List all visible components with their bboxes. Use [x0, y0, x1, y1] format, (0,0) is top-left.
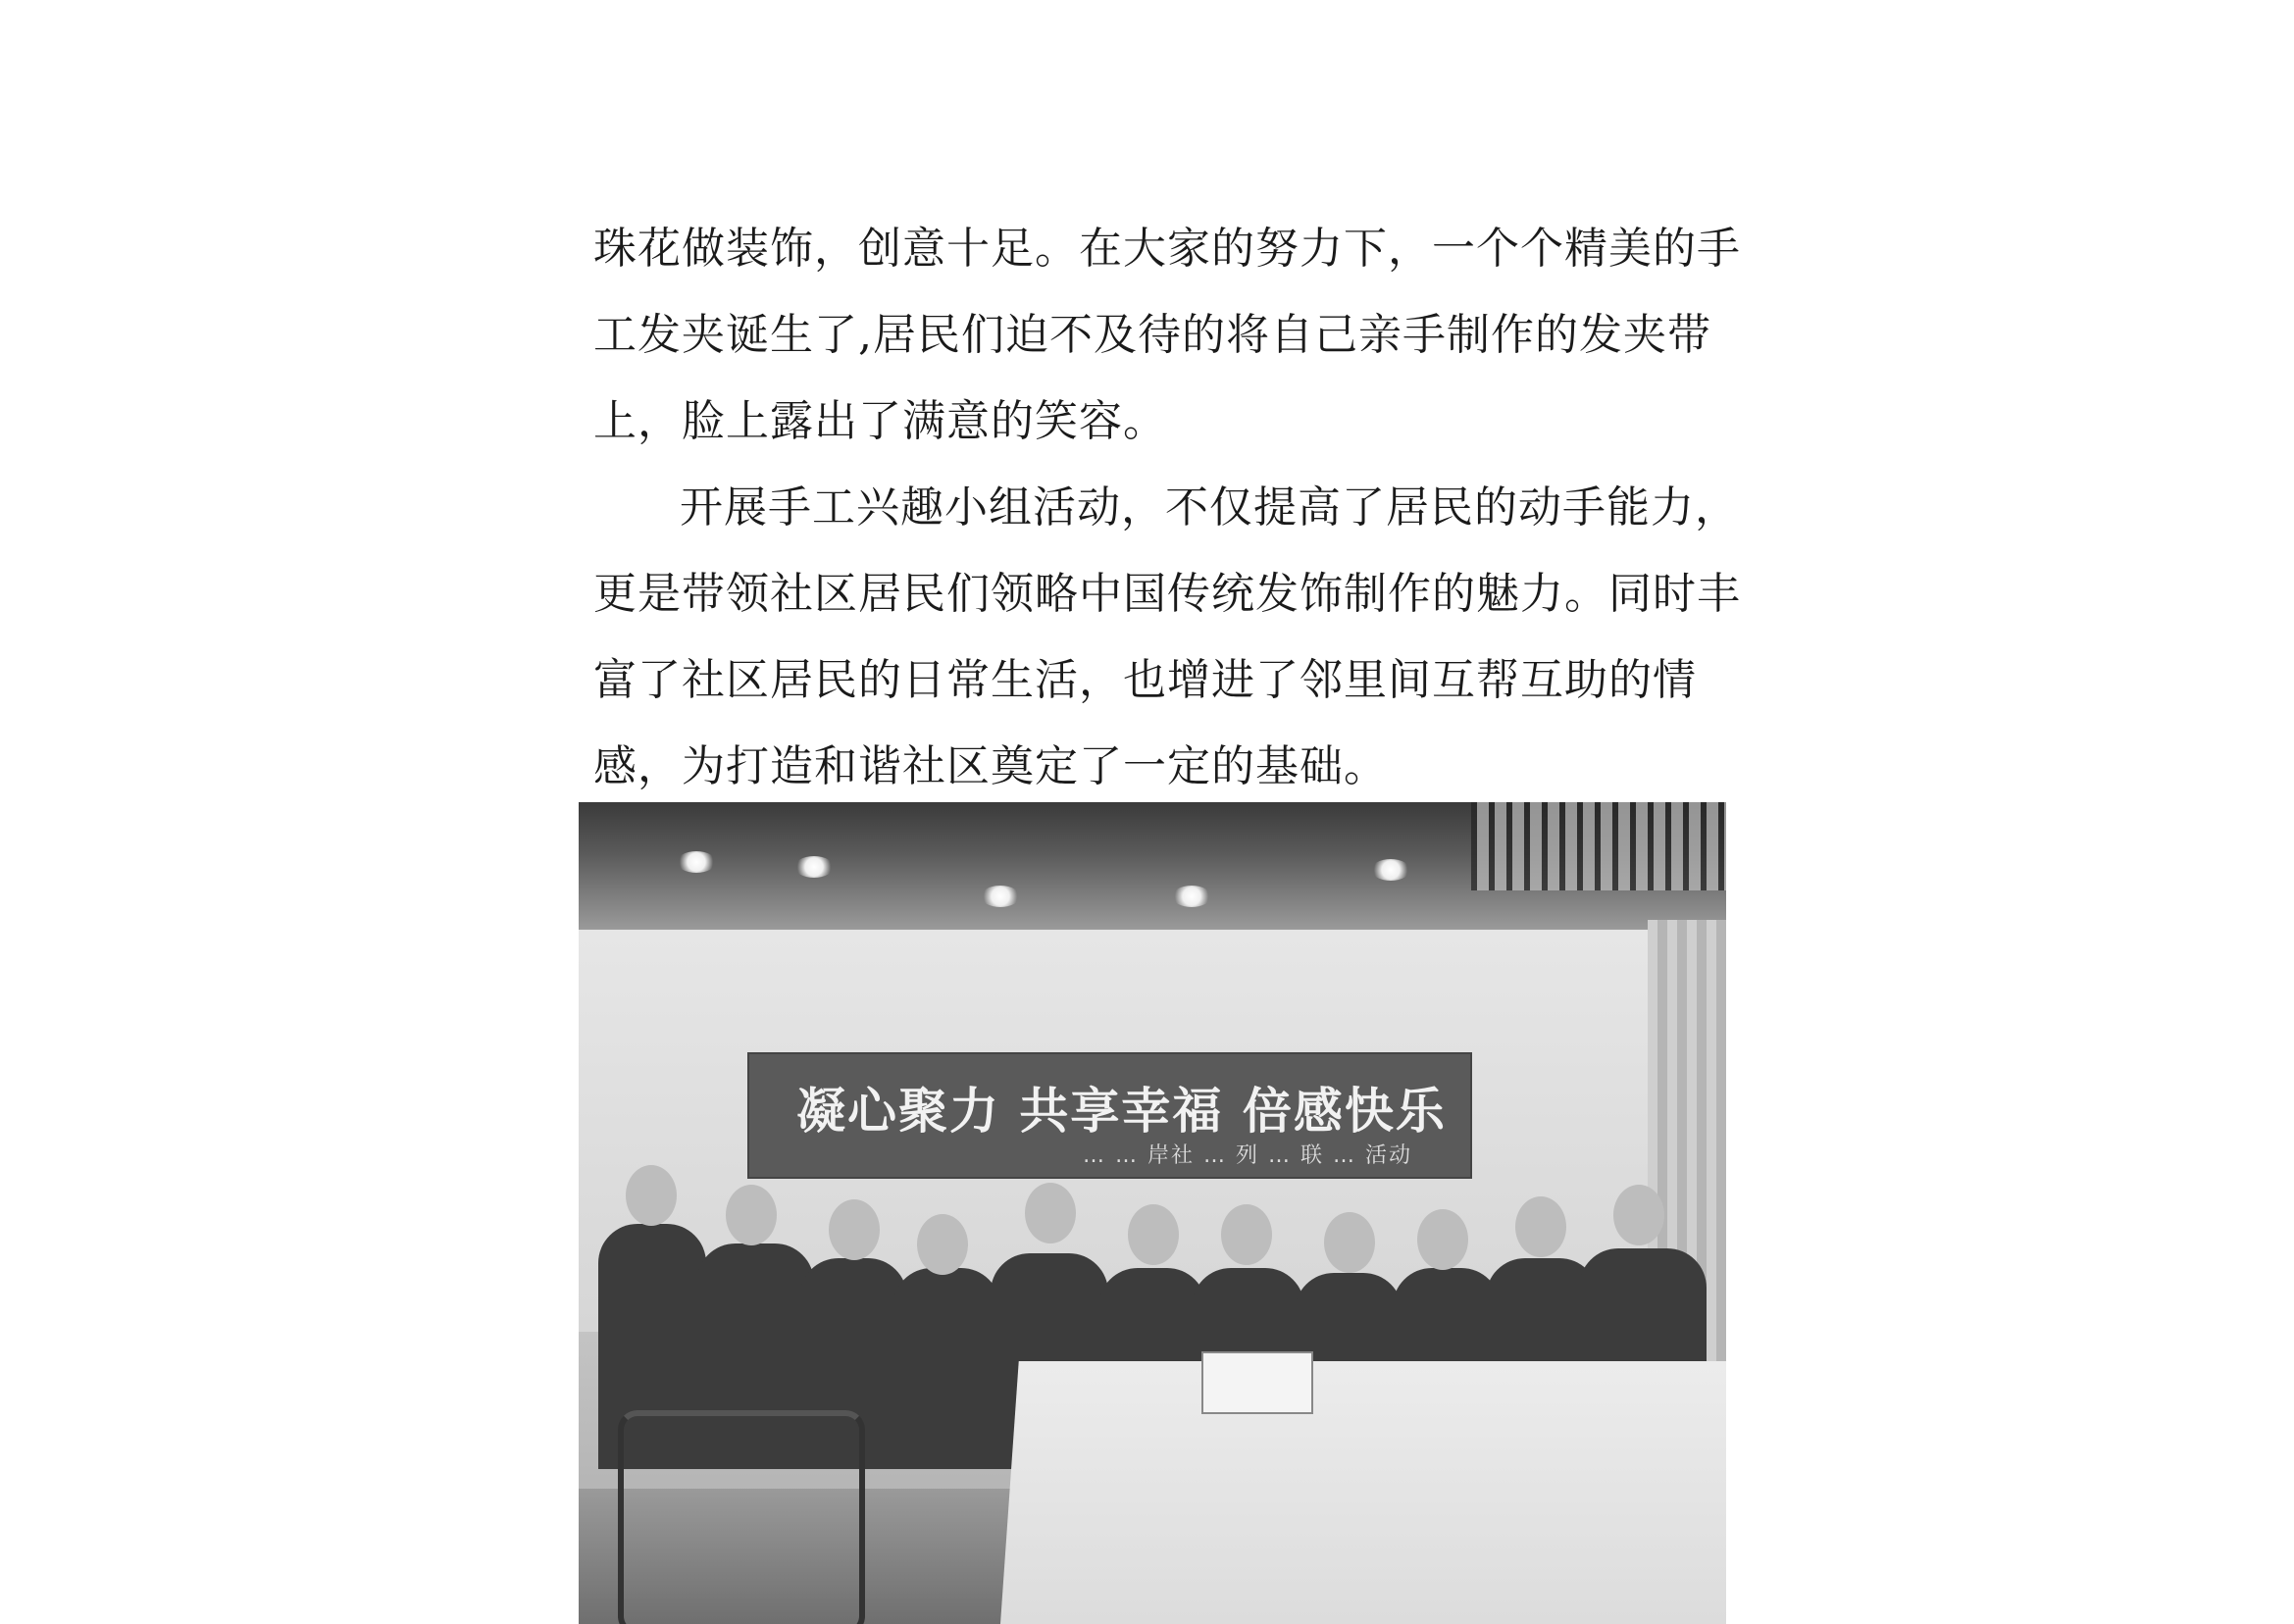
office-chair — [618, 1410, 865, 1624]
person-head — [1324, 1212, 1375, 1273]
person-head — [1221, 1204, 1272, 1265]
photo-ceiling-grid — [1471, 802, 1726, 890]
activity-banner — [747, 1052, 1472, 1179]
ceiling-light — [677, 851, 716, 873]
person-head — [1128, 1204, 1179, 1265]
work-table — [1000, 1361, 1726, 1624]
text-line: 感，为打造和谐社区奠定了一定的基础。 — [593, 741, 1388, 791]
text-line: 更是带领社区居民们领略中国传统发饰制作的魅力。同时丰 — [593, 569, 1741, 619]
text-line: 上，脸上露出了满意的笑容。 — [593, 396, 1167, 446]
text-line: 富了社区居民的日常生活，也增进了邻里间互帮互助的情 — [593, 655, 1697, 705]
person-head — [1515, 1196, 1566, 1257]
craft-supply-box — [1201, 1351, 1313, 1414]
ceiling-light — [981, 886, 1020, 907]
group-photo — [579, 802, 1726, 1624]
banner-main-text: 凝心聚力 共享幸福 倍感快乐 — [796, 1083, 1447, 1140]
person-head — [1613, 1185, 1664, 1245]
person-head — [726, 1185, 777, 1245]
text-line: 珠花做装饰，创意十足。在大家的努力下，一个个精美的手 — [593, 224, 1741, 274]
ceiling-light — [1172, 886, 1211, 907]
person — [892, 1268, 1000, 1469]
person-head — [1025, 1183, 1076, 1243]
body-text — [593, 206, 1751, 810]
banner-sub-text: … … 岸社 … 列 … 联 … 活动 — [1083, 1143, 1412, 1168]
ceiling-light — [794, 856, 834, 878]
person-head — [1417, 1209, 1468, 1270]
text-line: 开展手工兴趣小组活动，不仅提高了居民的动手能力， — [680, 482, 1739, 533]
ceiling-light — [1371, 859, 1410, 881]
person-head — [829, 1199, 880, 1260]
person-head — [917, 1214, 968, 1275]
person-head — [626, 1165, 677, 1226]
text-line: 工发夹诞生了,居民们迫不及待的将自己亲手制作的发夹带 — [593, 310, 1711, 360]
